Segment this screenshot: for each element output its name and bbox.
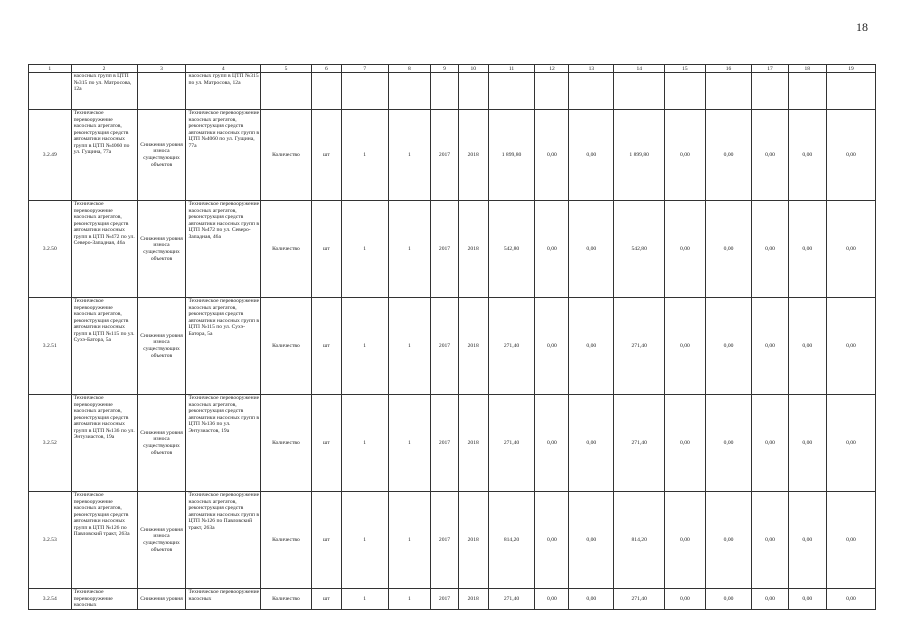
row-measure: шт <box>312 110 342 201</box>
row-col-12: 0,00 <box>535 298 569 395</box>
row-col-13: 0,00 <box>569 298 614 395</box>
row-col-16: 0,00 <box>705 201 752 298</box>
row-reason: Снижения уровня износа существующих объектов <box>137 201 186 298</box>
row-id: 3.2.52 <box>29 395 72 492</box>
row-col-15: 0,00 <box>665 492 705 589</box>
column-header-7: 7 <box>341 65 388 73</box>
row-col-15: 0,00 <box>665 110 705 201</box>
row-col-17: 0,00 <box>752 298 788 395</box>
row-year-start: 2017 <box>431 589 459 610</box>
row-col-16: 0,00 <box>705 492 752 589</box>
continuation-row <box>29 73 876 110</box>
row-col-8: 1 <box>388 201 431 298</box>
row-description: Техническое перевооружение насосных агрегатов, реконструкция средств автоматики насосных групп в ЦТП №126 по Павловский тракт, 263а <box>71 492 137 589</box>
row-year-end: 2018 <box>458 201 488 298</box>
column-header-16: 16 <box>705 65 752 73</box>
row-col-18: 0,00 <box>788 492 826 589</box>
row-unit: Количество <box>260 110 311 201</box>
row-col-19: 0,00 <box>826 589 875 610</box>
row-reason: Снижения уровня износа существующих объектов <box>137 395 186 492</box>
row-year-start: 2017 <box>431 201 459 298</box>
column-header-13: 13 <box>569 65 614 73</box>
row-description: Техническое перевооружение насосных агрегатов, реконструкция средств автоматики насосных групп в ЦТП №472 по ул. Северо-Западная, 46а <box>71 201 137 298</box>
row-year-end: 2018 <box>458 395 488 492</box>
row-col-7: 1 <box>341 492 388 589</box>
row-col-17: 0,00 <box>752 110 788 201</box>
row-year-end: 2018 <box>458 589 488 610</box>
row-col-7: 1 <box>341 110 388 201</box>
row-col-15: 0,00 <box>665 201 705 298</box>
row-col-14: 542,80 <box>614 201 665 298</box>
row-col-11: 271,40 <box>488 298 535 395</box>
row-reason: Снижения уровня износа существующих объектов <box>137 110 186 201</box>
row-col-16: 0,00 <box>705 298 752 395</box>
table-row <box>29 201 876 298</box>
row-description-4: Техническое перевооружение насосных агрегатов, реконструкция средств автоматики насосных групп в ЦТП №472 по ул. Северо-Западная, 46а <box>186 201 260 298</box>
column-header-17: 17 <box>752 65 788 73</box>
row-col-16: 0,00 <box>705 110 752 201</box>
column-header-11: 11 <box>488 65 535 73</box>
row-col-18: 0,00 <box>788 110 826 201</box>
row-col-12: 0,00 <box>535 589 569 610</box>
row-col-17: 0,00 <box>752 589 788 610</box>
investment-table <box>28 64 876 610</box>
row-measure: шт <box>312 298 342 395</box>
table-row <box>29 395 876 492</box>
row-col-14: 271,40 <box>614 298 665 395</box>
column-header-1: 1 <box>29 65 72 73</box>
row-col-12: 0,00 <box>535 492 569 589</box>
row-unit: Количество <box>260 298 311 395</box>
row-col-14: 814,20 <box>614 492 665 589</box>
row-col-11: 814,20 <box>488 492 535 589</box>
row-col-15: 0,00 <box>665 589 705 610</box>
column-header-9: 9 <box>431 65 459 73</box>
row-description: Техническое перевооружение насосных агрегатов, реконструкция средств автоматики насосных групп в ЦТП №4060 по ул. Гущина, 77а <box>71 110 137 201</box>
row-year-end: 2018 <box>458 110 488 201</box>
column-header-3: 3 <box>137 65 186 73</box>
column-header-6: 6 <box>312 65 342 73</box>
column-header-8: 8 <box>388 65 431 73</box>
row-col-14: 1 899,80 <box>614 110 665 201</box>
row-col-15: 0,00 <box>665 298 705 395</box>
row-id: 3.2.50 <box>29 201 72 298</box>
continuation-desc: насосных групп в ЦТП №315 по ул. Матросова, 12а <box>71 73 137 110</box>
row-description: Техническое перевооружение насосных <box>71 589 137 610</box>
row-col-18: 0,00 <box>788 298 826 395</box>
row-year-start: 2017 <box>431 395 459 492</box>
column-number-row <box>29 65 876 73</box>
column-header-10: 10 <box>458 65 488 73</box>
row-col-13: 0,00 <box>569 589 614 610</box>
row-description-4: Техническое перевооружение насосных агрегатов, реконструкция средств автоматики насосных групп в ЦТП №4060 по ул. Гущина, 77а <box>186 110 260 201</box>
row-col-13: 0,00 <box>569 201 614 298</box>
row-unit: Количество <box>260 492 311 589</box>
row-measure: шт <box>312 395 342 492</box>
row-col-7: 1 <box>341 201 388 298</box>
column-header-19: 19 <box>826 65 875 73</box>
row-year-start: 2017 <box>431 298 459 395</box>
row-unit: Количество <box>260 395 311 492</box>
row-col-8: 1 <box>388 298 431 395</box>
table-row <box>29 110 876 201</box>
row-reason: Снижения уровня износа существующих объектов <box>137 492 186 589</box>
row-col-16: 0,00 <box>705 395 752 492</box>
row-year-start: 2017 <box>431 492 459 589</box>
row-col-11: 542,80 <box>488 201 535 298</box>
row-col-17: 0,00 <box>752 492 788 589</box>
row-description: Техническое перевооружение насосных агрегатов, реконструкция средств автоматики насосных групп в ЦТП №115 по ул. Сухэ-Батора, 5а <box>71 298 137 395</box>
row-unit: Количество <box>260 589 311 610</box>
row-col-17: 0,00 <box>752 201 788 298</box>
row-col-18: 0,00 <box>788 589 826 610</box>
column-header-18: 18 <box>788 65 826 73</box>
row-col-11: 1 899,80 <box>488 110 535 201</box>
row-year-end: 2018 <box>458 298 488 395</box>
row-col-12: 0,00 <box>535 110 569 201</box>
row-id: 3.2.51 <box>29 298 72 395</box>
row-id: 3.2.49 <box>29 110 72 201</box>
table-row <box>29 492 876 589</box>
row-col-19: 0,00 <box>826 395 875 492</box>
row-col-19: 0,00 <box>826 298 875 395</box>
row-col-13: 0,00 <box>569 110 614 201</box>
column-header-14: 14 <box>614 65 665 73</box>
row-description-4: Техническое перевооружение насосных агрегатов, реконструкция средств автоматики насосных групп в ЦТП №136 по ул. Энтузиастов, 19а <box>186 395 260 492</box>
table-row <box>29 589 876 610</box>
row-measure: шт <box>312 201 342 298</box>
table-row <box>29 298 876 395</box>
row-id: 3.2.54 <box>29 589 72 610</box>
row-unit: Количество <box>260 201 311 298</box>
row-description: Техническое перевооружение насосных агрегатов, реконструкция средств автоматики насосных групп в ЦТП №136 по ул. Энтузиастов, 19а <box>71 395 137 492</box>
row-col-13: 0,00 <box>569 395 614 492</box>
page-number: 18 <box>856 20 868 34</box>
row-year-end: 2018 <box>458 492 488 589</box>
row-col-17: 0,00 <box>752 395 788 492</box>
row-description-4: Техническое перевооружение насосных агрегатов, реконструкция средств автоматики насосных групп в ЦТП №126 по Павловский тракт, 263а <box>186 492 260 589</box>
row-description-4: Техническое перевооружение насосных агрегатов, реконструкция средств автоматики насосных групп в ЦТП №115 по ул. Сухэ-Батора, 5а <box>186 298 260 395</box>
row-measure: шт <box>312 589 342 610</box>
row-col-13: 0,00 <box>569 492 614 589</box>
row-col-14: 271,40 <box>614 395 665 492</box>
row-col-7: 1 <box>341 589 388 610</box>
row-col-8: 1 <box>388 110 431 201</box>
row-col-12: 0,00 <box>535 201 569 298</box>
row-description-4: Техническое перевооружение насосных <box>186 589 260 610</box>
row-col-7: 1 <box>341 298 388 395</box>
row-col-12: 0,00 <box>535 395 569 492</box>
continuation-desc-4: насосных групп в ЦТП №315 по ул. Матросова, 12а <box>186 73 260 110</box>
row-col-18: 0,00 <box>788 201 826 298</box>
row-col-14: 271,40 <box>614 589 665 610</box>
column-header-2: 2 <box>71 65 137 73</box>
column-header-15: 15 <box>665 65 705 73</box>
row-col-15: 0,00 <box>665 395 705 492</box>
row-col-7: 1 <box>341 395 388 492</box>
row-id: 3.2.53 <box>29 492 72 589</box>
column-header-5: 5 <box>260 65 311 73</box>
column-header-12: 12 <box>535 65 569 73</box>
row-col-8: 1 <box>388 395 431 492</box>
row-col-11: 271,40 <box>488 395 535 492</box>
row-col-8: 1 <box>388 589 431 610</box>
row-col-19: 0,00 <box>826 110 875 201</box>
row-col-19: 0,00 <box>826 492 875 589</box>
row-col-18: 0,00 <box>788 395 826 492</box>
column-header-4: 4 <box>186 65 260 73</box>
row-col-11: 271,40 <box>488 589 535 610</box>
row-col-16: 0,00 <box>705 589 752 610</box>
row-reason: Снижения уровня <box>137 589 186 610</box>
row-col-19: 0,00 <box>826 201 875 298</box>
row-col-8: 1 <box>388 492 431 589</box>
row-measure: шт <box>312 492 342 589</box>
row-reason: Снижения уровня износа существующих объектов <box>137 298 186 395</box>
row-year-start: 2017 <box>431 110 459 201</box>
